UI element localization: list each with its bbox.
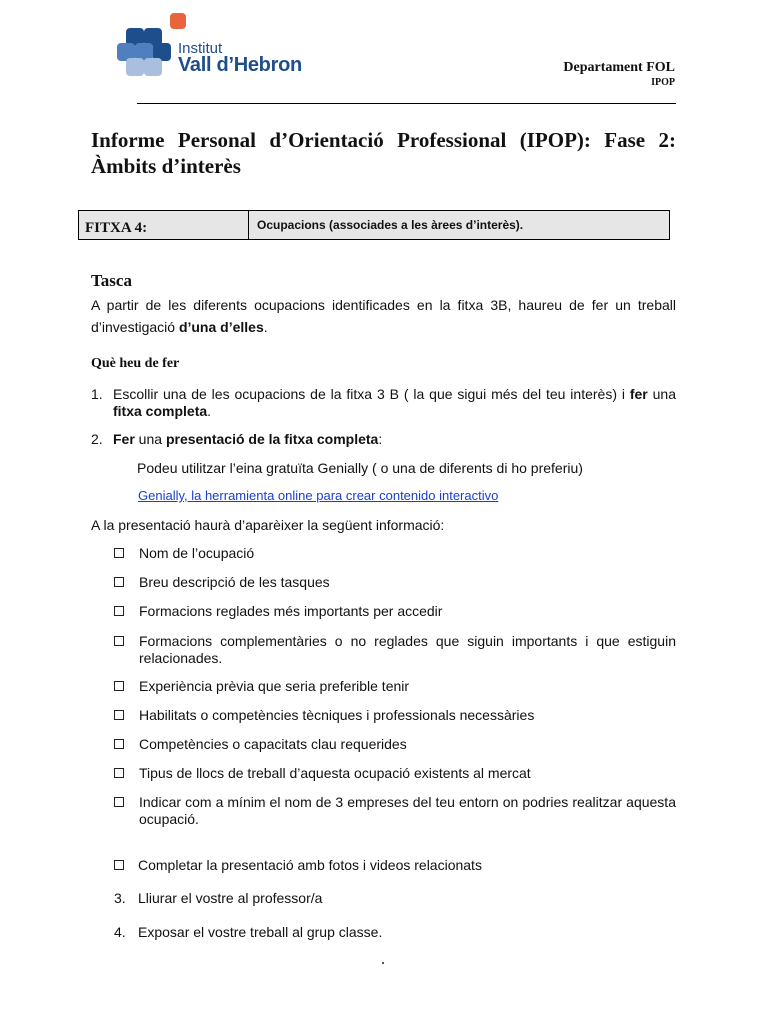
- bullet-item: [114, 857, 676, 874]
- item-number: 4.: [114, 924, 126, 940]
- section-heading-que-heu-de-fer: Què heu de fer: [91, 356, 180, 371]
- bullet-item: [114, 765, 676, 782]
- checkbox-bullet-icon: [114, 681, 124, 691]
- logo-text-name: Vall d’Hebron: [178, 54, 302, 76]
- logo-hex: [144, 58, 162, 76]
- genially-link[interactable]: Genially, la herramienta online para crear contenido interactivo: [138, 488, 499, 503]
- checkbox-bullet-icon: [114, 768, 124, 778]
- item-number: 2.: [91, 431, 103, 447]
- checkbox-bullet-icon: [114, 797, 124, 807]
- tasca-emphasis: d’una d’elles: [178, 319, 264, 335]
- bullet-item: [114, 545, 676, 562]
- document-title: Informe Personal d’Orientació Professional (IPOP): Fase 2: Àmbits d’interès: [91, 128, 676, 178]
- item-text: Lliurar el vostre al professor/a: [138, 890, 323, 906]
- bullet-text: Breu descripció de les tasques: [139, 574, 330, 590]
- genially-note: Podeu utilitzar l’eina gratuïta Genially ( o una de diferents di ho preferiu): [137, 460, 583, 476]
- bullet-text: Indicar com a mínim el nom de 3 empreses del teu entorn on podries realitzar aquesta ocupació.: [139, 794, 676, 827]
- numbered-item-2: [91, 431, 676, 448]
- checkbox-bullet-icon: [114, 860, 124, 870]
- item-text: Exposar el vostre treball al grup classe.: [138, 924, 383, 940]
- item-emphasis: fer: [629, 386, 648, 402]
- bullet-item: [114, 794, 676, 828]
- checkbox-bullet-icon: [114, 710, 124, 720]
- info-intro: A la presentació haurà d’aparèixer la següent informació:: [91, 517, 445, 533]
- document-code: IPOP: [651, 77, 675, 88]
- tasca-period: .: [263, 319, 268, 335]
- numbered-item-4: [114, 924, 676, 941]
- item-text: una: [134, 431, 166, 447]
- logo-hex: [126, 58, 144, 76]
- item-text: :: [378, 431, 383, 447]
- fitxa-description: Ocupacions (associades a les àrees d’interès).: [257, 218, 524, 232]
- bullet-text: Formacions reglades més importants per accedir: [139, 603, 443, 619]
- item-text: .: [207, 403, 212, 419]
- numbered-item-1: [91, 386, 676, 420]
- bullet-text: Nom de l’ocupació: [139, 545, 255, 561]
- bullet-text: Competències o capacitats clau requerides: [139, 736, 407, 752]
- bullet-item: [114, 633, 676, 667]
- bullet-text: Formacions complementàries o no reglades que siguin importants i que estiguin relacionades.: [139, 633, 676, 666]
- item-number: 1.: [91, 386, 103, 402]
- section-heading-tasca: Tasca: [91, 271, 132, 290]
- item-emphasis: Fer: [113, 431, 135, 447]
- department-name: Departament FOL: [563, 60, 675, 75]
- bullet-item: [114, 736, 676, 753]
- tasca-paragraph: [91, 294, 676, 338]
- item-emphasis: presentació de la fitxa completa: [165, 431, 379, 447]
- bullet-item: [114, 678, 676, 695]
- bullet-text: Completar la presentació amb fotos i videos relacionats: [138, 857, 482, 873]
- fitxa-table: [78, 210, 670, 240]
- checkbox-bullet-icon: [114, 739, 124, 749]
- header-divider: [137, 103, 676, 104]
- fitxa-label: FITXA 4:: [79, 211, 249, 239]
- department-block: [563, 60, 675, 88]
- numbered-item-3: [114, 890, 676, 907]
- checkbox-bullet-icon: [114, 577, 124, 587]
- bullet-item: [114, 603, 676, 620]
- bullet-text: Experiència prèvia que seria preferible tenir: [139, 678, 410, 694]
- logo-hex-orange: [170, 13, 186, 29]
- item-text: una: [647, 386, 677, 402]
- bullet-text: Tipus de llocs de treball d’aquesta ocupació existents al mercat: [139, 765, 531, 781]
- checkbox-bullet-icon: [114, 636, 124, 646]
- bullet-item: [114, 574, 676, 591]
- item-emphasis: fitxa completa: [113, 403, 208, 419]
- checkbox-bullet-icon: [114, 606, 124, 616]
- checkbox-bullet-icon: [114, 548, 124, 558]
- bullet-item: [114, 707, 676, 724]
- item-number: 3.: [114, 890, 126, 906]
- item-text: Escollir una de les ocupacions de la fitxa 3 B ( la que sigui més del teu interès) i: [113, 386, 630, 402]
- page-dot: [382, 962, 384, 964]
- bullet-text: Habilitats o competències tècniques i professionals necessàries: [139, 707, 535, 723]
- tasca-text: A partir de les diferents ocupacions identificades en la fitxa 3B, haureu de fer un treball d’investigació: [91, 297, 676, 335]
- logo-text-institut: Institut: [178, 40, 223, 57]
